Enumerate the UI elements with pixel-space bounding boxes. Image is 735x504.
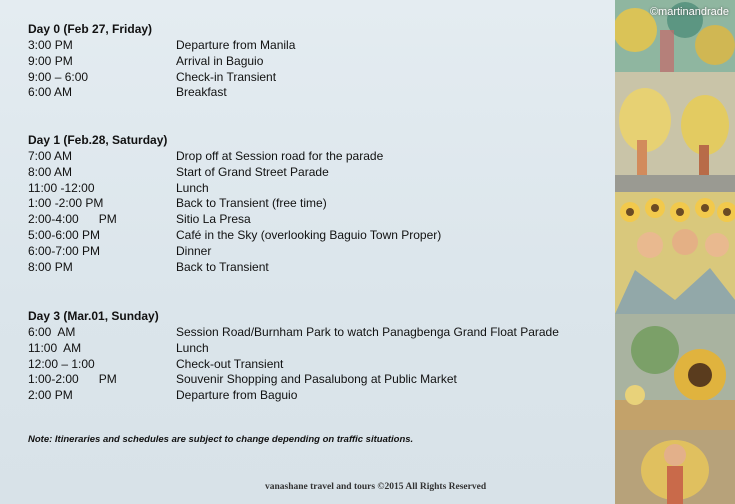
- row-activity: Arrival in Baguio: [176, 53, 264, 68]
- schedule-row: [28, 70, 295, 86]
- row-activity: Departure from Manila: [176, 38, 296, 52]
- row-activity: Lunch: [176, 180, 209, 195]
- schedule-row: [28, 38, 295, 54]
- row-activity: Sitio La Presa: [176, 212, 251, 227]
- day-1-section: [28, 133, 441, 275]
- schedule-row: [28, 244, 441, 260]
- row-time: 5:00-6:00 PM: [28, 227, 101, 242]
- schedule-row: [28, 341, 559, 357]
- row-time: 6:00 AM: [28, 85, 73, 100]
- day-3-section: [28, 309, 559, 404]
- row-time: 6:00-7:00 PM: [28, 243, 101, 258]
- festival-photo-strip: [615, 0, 735, 504]
- row-activity: Back to Transient: [176, 259, 269, 274]
- schedule-row: [28, 165, 441, 181]
- row-activity: Lunch: [176, 340, 209, 355]
- photo-dancer-bottom: [615, 430, 735, 504]
- row-activity: Drop off at Session road for the parade: [176, 149, 384, 163]
- photo-flower-float: [615, 314, 735, 430]
- row-time: 8:00 PM: [28, 259, 73, 274]
- row-time: 9:00 – 6:00: [28, 69, 89, 84]
- row-time: 12:00 – 1:00: [28, 356, 95, 371]
- row-time: 11:00 -12:00: [28, 180, 95, 195]
- row-time: 9:00 PM: [28, 53, 73, 68]
- row-time: 11:00 AM: [28, 340, 82, 355]
- row-time: 1:00 -2:00 PM: [28, 196, 104, 211]
- photo-sunflower-children: [615, 192, 735, 314]
- row-activity: Check-in Transient: [176, 69, 277, 84]
- row-activity: Start of Grand Street Parade: [176, 164, 329, 179]
- schedule-row: [28, 181, 441, 197]
- day-0-section: [28, 22, 295, 101]
- row-time: 2:00-4:00 PM: [28, 212, 117, 227]
- day-title: Day 3 (Mar.01, Sunday): [28, 309, 159, 323]
- row-time: 6:00 AM: [28, 325, 76, 339]
- schedule-row: [28, 54, 295, 70]
- day-title: Day 0 (Feb 27, Friday): [28, 22, 153, 36]
- row-time: 2:00 PM: [28, 388, 73, 403]
- row-activity: Breakfast: [176, 85, 227, 100]
- row-time: 7:00 AM: [28, 149, 73, 163]
- row-activity: Souvenir Shopping and Pasalubong at Public Market: [176, 372, 457, 387]
- photographer-watermark: ©martinandrade: [649, 6, 729, 18]
- schedule-row: [28, 325, 559, 341]
- row-time: 3:00 PM: [28, 38, 73, 52]
- schedule-row: [28, 196, 441, 212]
- schedule-row: [28, 212, 441, 228]
- schedule-row: [28, 388, 559, 404]
- copyright-footer: vanashane travel and tours ©2015 All Rights Reserved: [265, 482, 487, 492]
- schedule-row: [28, 228, 441, 244]
- schedule-row: [28, 372, 559, 388]
- row-activity: Dinner: [176, 243, 212, 258]
- row-activity: Café in the Sky (overlooking Baguio Town Proper): [176, 227, 442, 242]
- row-activity: Back to Transient (free time): [176, 196, 327, 211]
- disclaimer-note: Note: Itineraries and schedules are subject to change depending on traffic situations.: [28, 434, 414, 445]
- schedule-row: [28, 260, 441, 276]
- schedule-row: [28, 85, 295, 101]
- row-time: 8:00 AM: [28, 164, 73, 179]
- day-title: Day 1 (Feb.28, Saturday): [28, 133, 168, 147]
- row-activity: Session Road/Burnham Park to watch Panagbenga Grand Float Parade: [176, 325, 559, 339]
- row-activity: Check-out Transient: [176, 356, 284, 371]
- schedule-row: [28, 149, 441, 165]
- row-time: 1:00-2:00 PM: [28, 372, 117, 387]
- schedule-row: [28, 357, 559, 373]
- row-activity: Departure from Baguio: [176, 388, 298, 403]
- photo-parade-fans: [615, 72, 735, 192]
